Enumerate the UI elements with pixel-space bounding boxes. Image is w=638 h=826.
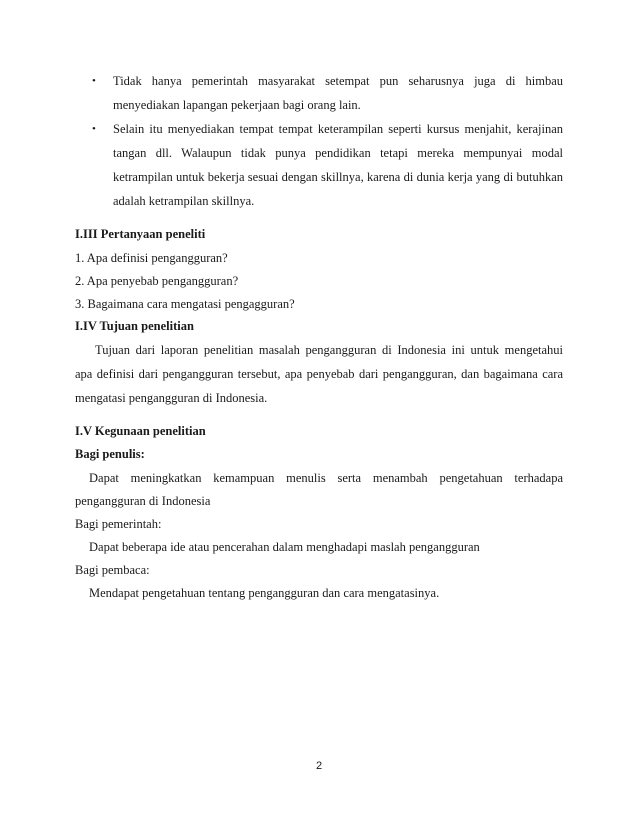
- bullet-2-line-4: adalah ketrampilan skillnya.: [113, 194, 255, 208]
- bullet-2-line-3: ketrampilan untuk bekerja sesuai dengan skillnya, karena di dunia kerja yang di butuhkan: [113, 170, 563, 184]
- page-number: 2: [315, 760, 323, 772]
- sub-heading-bagi-pemerintah: Bagi pemerintah:: [75, 517, 162, 531]
- tujuan-line-2: apa definisi dari pengangguran tersebut, apa penyebab dari pengangguran, dan bagaimana cara: [75, 367, 563, 381]
- pemerintah-text: Dapat beberapa ide atau pencerahan dalam menghadapi maslah pengangguran: [89, 540, 480, 554]
- bullet-1-line-1: Tidak hanya pemerintah masyarakat setempat pun seharusnya juga di himbau: [113, 74, 563, 88]
- section-heading-tujuan: I.IV Tujuan penelitian: [75, 319, 194, 333]
- penulis-line-1: Dapat meningkatkan kemampuan menulis serta menambah pengetahuan terhadapa: [89, 471, 563, 485]
- section-heading-pertanyaan: I.III Pertanyaan peneliti: [75, 227, 206, 241]
- section-heading-kegunaan: I.V Kegunaan penelitian: [75, 424, 206, 438]
- pembaca-text: Mendapat pengetahuan tentang pengangguran dan cara mengatasinya.: [89, 586, 440, 600]
- bullet-marker: •: [92, 123, 96, 135]
- sub-heading-bagi-pembaca: Bagi pembaca:: [75, 563, 150, 577]
- bullet-2-line-1: Selain itu menyediakan tempat tempat keterampilan seperti kursus menjahit, kerajinan: [113, 122, 563, 136]
- tujuan-line-3: mengatasi pengangguran di Indonesia.: [75, 391, 268, 405]
- bullet-1-line-2: menyediakan lapangan pekerjaan bagi orang lain.: [113, 98, 361, 112]
- bullet-marker: •: [92, 75, 96, 87]
- question-item-2: 2. Apa penyebab pengangguran?: [75, 274, 239, 288]
- penulis-line-2: pengangguran di Indonesia: [75, 494, 211, 508]
- question-item-3: 3. Bagaimana cara mengatasi pengagguran?: [75, 297, 295, 311]
- question-item-1: 1. Apa definisi pengangguran?: [75, 251, 228, 265]
- sub-heading-bagi-penulis: Bagi penulis:: [75, 447, 145, 461]
- bullet-2-line-2: tangan dll. Walaupun tidak punya pendidikan tetapi mereka mempunyai modal: [113, 146, 563, 160]
- tujuan-line-1: Tujuan dari laporan penelitian masalah pengangguran di Indonesia ini untuk mengetahui: [95, 343, 563, 357]
